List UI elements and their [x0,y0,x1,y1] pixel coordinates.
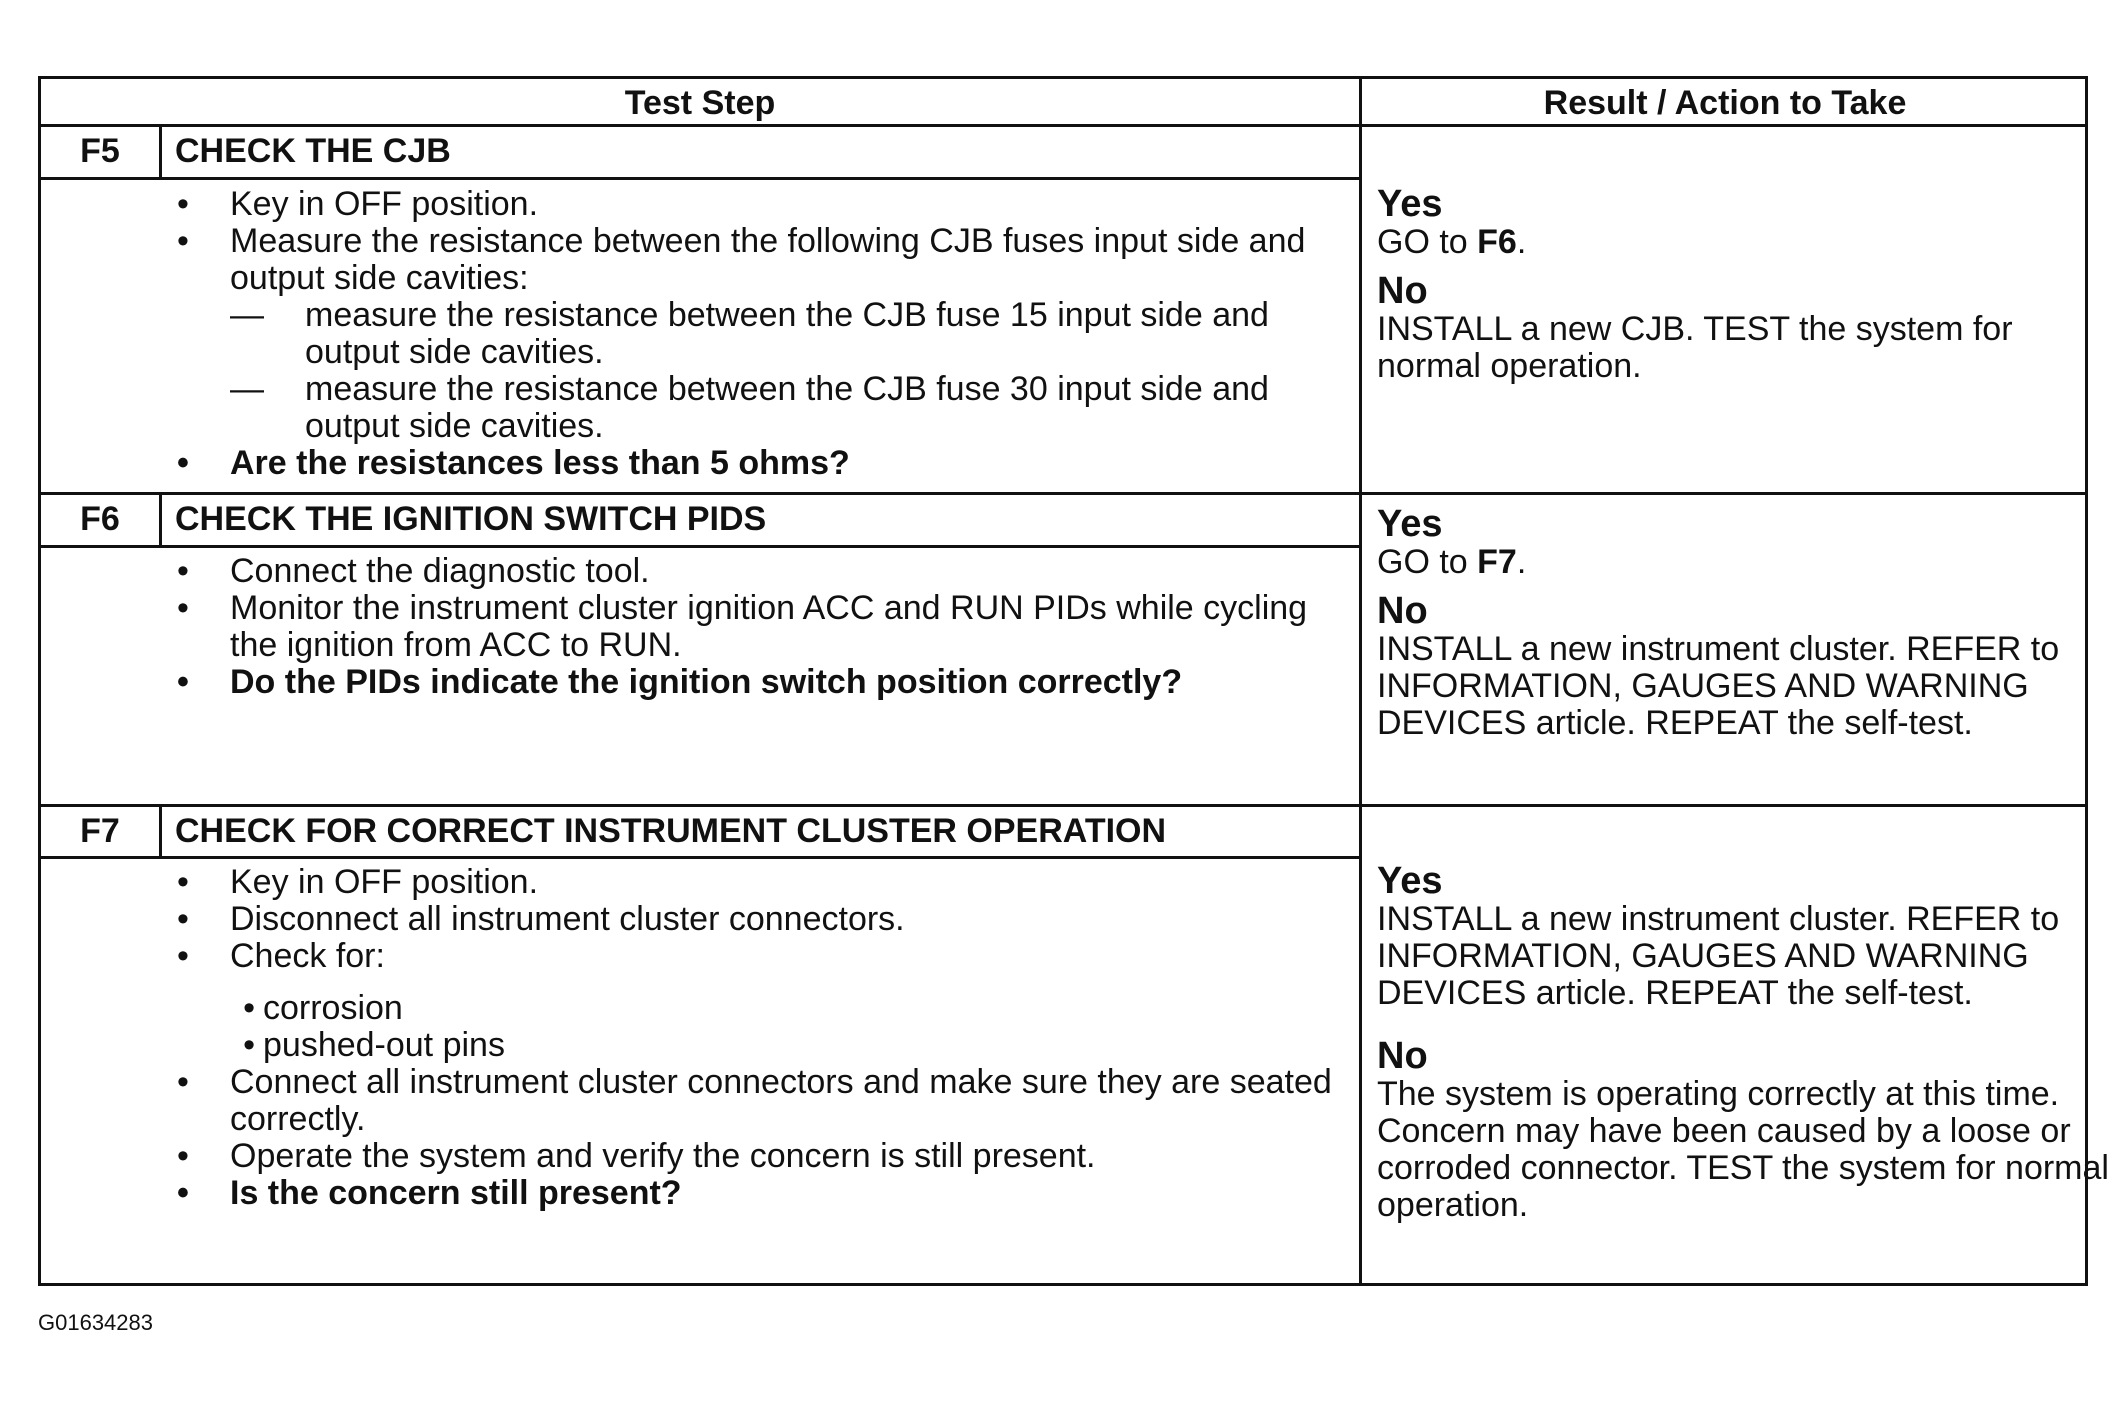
no-action: INSTALL a new instrument cluster. REFER to INFORMATION, GAUGES AND WARNING DEVICES article. REPEAT the self-test. [1377,630,2060,742]
step-title-f5: CHECK THE CJB [175,132,451,170]
step-f7-instructions [41,864,1341,1212]
header-test-step: Test Step [624,84,776,122]
f7-id-divider [159,804,162,856]
list-item: • Connect the diagnostic tool. [41,553,1341,590]
yes-label: Yes [1377,860,1443,902]
list-item: • Key in OFF position. [41,864,1341,901]
f7-title-divider [41,856,1359,859]
f6-id-divider [159,492,162,545]
list-item: • Operate the system and verify the concern is still present. [41,1138,1341,1175]
list-item: • corrosion [41,990,1341,1027]
yes-action: INSTALL a new instrument cluster. REFER to INFORMATION, GAUGES AND WARNING DEVICES article. REPEAT the self-test. [1377,900,2060,1012]
yes-label: Yes [1377,183,1443,225]
list-item: — measure the resistance between the CJB fuse 30 input side and output side cavities. [41,371,1341,445]
f5-id-divider [159,124,162,177]
step-id-f5: F5 [80,132,120,170]
list-item: • Monitor the instrument cluster ignition ACC and RUN PIDs while cycling the ignition from ACC to RUN. [41,590,1341,664]
header-result-action: Result / Action to Take [1543,84,1907,122]
yes-action: GO to F7. [1377,543,1527,581]
step-title-f7: CHECK FOR CORRECT INSTRUMENT CLUSTER OPERATION [175,812,1167,850]
no-action: The system is operating correctly at this time. Concern may have been caused by a loose or corroded connector. TEST the system for normal operation. [1377,1075,2109,1224]
no-label: No [1377,1035,1428,1077]
step-f7-result [1377,861,2117,1224]
no-label: No [1377,590,1428,632]
list-item: • Measure the resistance between the following CJB fuses input side and output side cavities: [41,223,1341,297]
list-item: — measure the resistance between the CJB fuse 15 input side and output side cavities. [41,297,1341,371]
column-divider [1359,79,1362,1283]
no-label: No [1377,270,1428,312]
step-f6-instructions [41,553,1341,701]
list-item: • pushed-out pins [41,1027,1341,1064]
yes-action: GO to F6. [1377,223,1527,261]
yes-label: Yes [1377,503,1443,545]
list-item: • Key in OFF position. [41,186,1341,223]
list-item: • Disconnect all instrument cluster connectors. [41,901,1341,938]
list-item: • Is the concern still present? [41,1175,1341,1212]
f6-title-divider [41,545,1359,548]
f5-title-divider [41,177,1359,180]
no-action: INSTALL a new CJB. TEST the system for normal operation. [1377,310,2013,385]
step-id-f6: F6 [80,500,120,538]
step-f6-result [1377,504,2117,742]
list-item: • Do the PIDs indicate the ignition switch position correctly? [41,664,1341,701]
step-f5-instructions [41,186,1341,482]
list-item: • Are the resistances less than 5 ohms? [41,445,1341,482]
step-f5-result [1377,184,2117,385]
diagnostic-table [38,76,2109,1286]
list-item: • Connect all instrument cluster connectors and make sure they are seated correctly. [41,1064,1341,1138]
figure-id: G01634283 [38,1310,153,1335]
list-item: • Check for: [41,938,1341,975]
step-id-f7: F7 [80,812,120,850]
step-title-f6: CHECK THE IGNITION SWITCH PIDS [175,500,767,538]
